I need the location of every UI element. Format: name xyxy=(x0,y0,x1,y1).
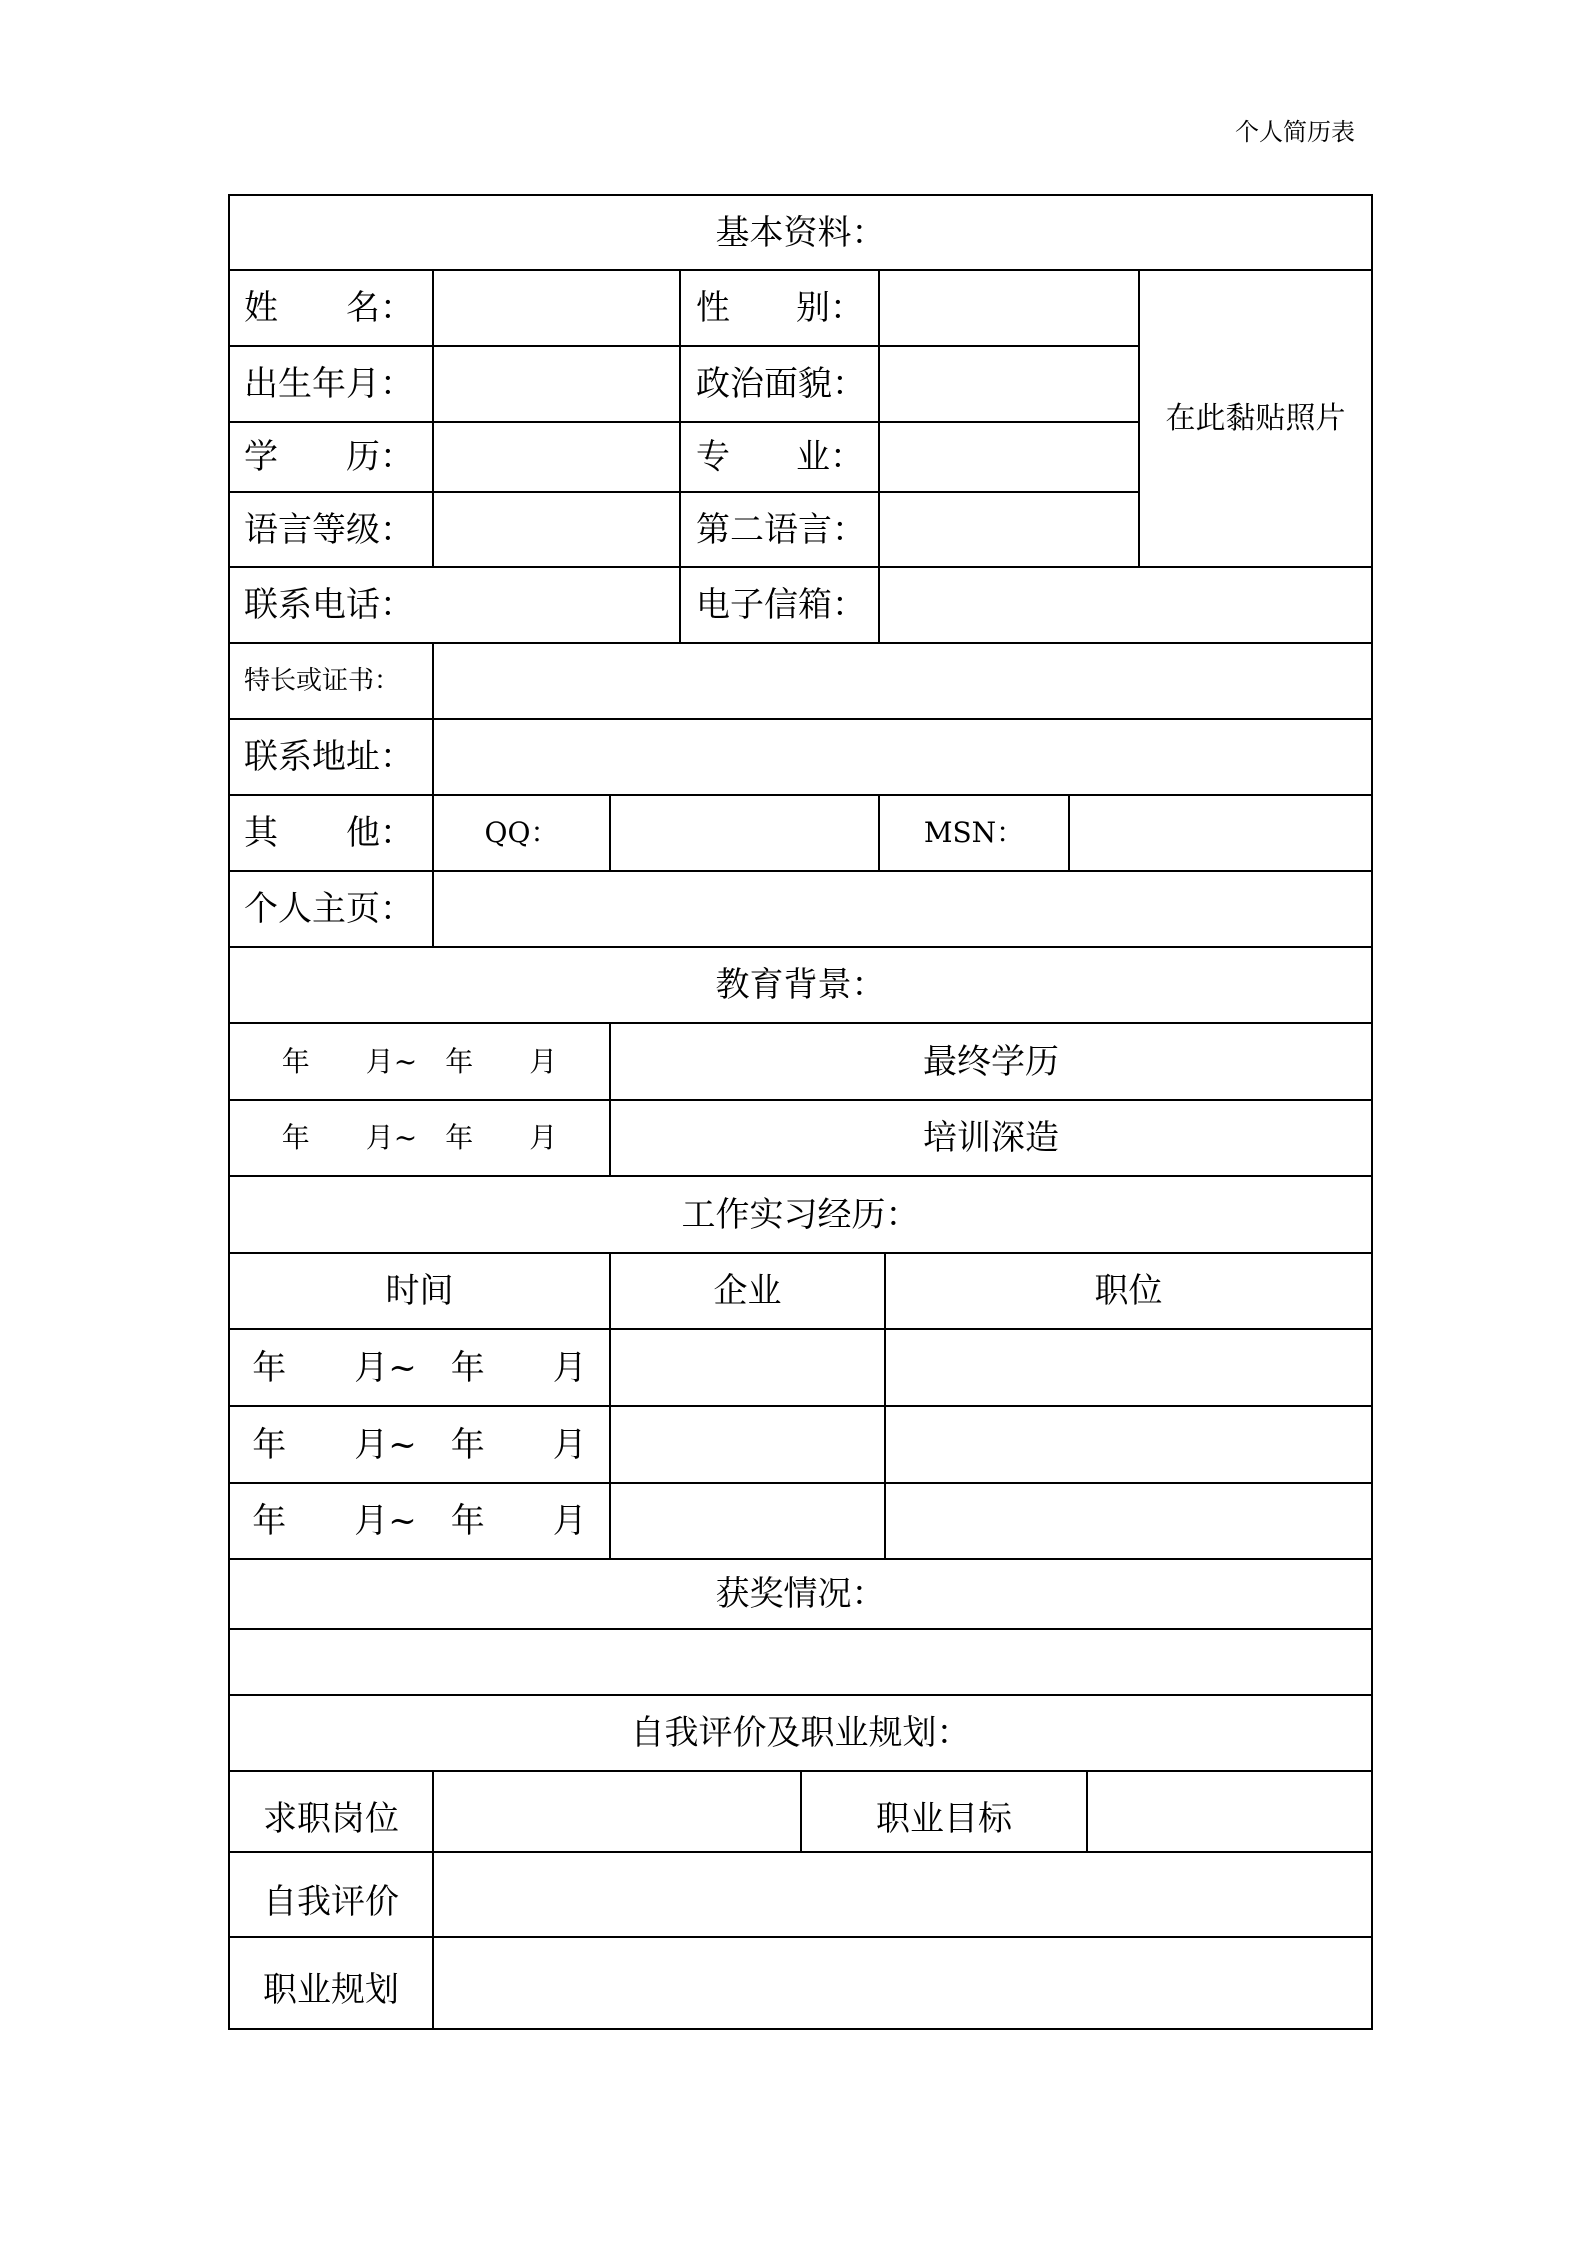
job-label: 求职岗位 xyxy=(263,1798,399,1839)
education-title: 教育背景： xyxy=(715,965,886,1005)
second-language-label: 第二语言： xyxy=(696,509,866,550)
work-date: 年 月~ 年 月 xyxy=(252,1424,587,1465)
msn-label: MSN： xyxy=(923,816,1025,849)
phone-label: 联系电话： xyxy=(244,585,414,625)
work-header-time: 时间 xyxy=(385,1271,454,1311)
column-divider xyxy=(432,642,434,946)
language-label: 语言等级： xyxy=(244,509,414,550)
column-divider xyxy=(1086,1770,1088,1851)
row-divider xyxy=(228,1628,1373,1630)
training-label: 培训深造 xyxy=(923,1118,1059,1158)
basic-info-title: 基本资料： xyxy=(715,212,886,253)
work-date: 年 月~ 年 月 xyxy=(252,1347,587,1388)
column-divider xyxy=(878,269,880,642)
evaluation-label: 自我评价 xyxy=(263,1881,399,1922)
work-header-company: 企业 xyxy=(713,1271,782,1311)
education-date: 年 月~ 年 月 xyxy=(281,1121,558,1154)
birth-label: 出生年月： xyxy=(244,364,414,404)
gender-label: 性 别： xyxy=(696,288,864,328)
political-label: 政治面貌： xyxy=(696,364,866,404)
column-divider xyxy=(609,794,611,870)
education-label: 学 历： xyxy=(244,437,414,477)
goal-label: 职业目标 xyxy=(876,1798,1012,1839)
column-divider xyxy=(432,269,434,566)
major-label: 专 业： xyxy=(696,437,864,477)
final-degree-label: 最终学历 xyxy=(923,1041,1059,1082)
column-divider xyxy=(679,269,681,642)
work-title: 工作实习经历： xyxy=(681,1194,920,1235)
work-date: 年 月~ 年 月 xyxy=(252,1501,587,1541)
homepage-label: 个人主页： xyxy=(244,889,414,929)
photo-placeholder: 在此黏贴照片 xyxy=(1165,400,1346,436)
address-label: 联系地址： xyxy=(244,737,414,777)
page-header: 个人简历表 xyxy=(1235,118,1355,146)
self-title: 自我评价及职业规划： xyxy=(630,1713,971,1753)
plan-label: 职业规划 xyxy=(263,1970,399,2010)
qq-label: QQ： xyxy=(484,816,559,849)
skills-label: 特长或证书： xyxy=(244,666,401,696)
awards-title: 获奖情况： xyxy=(715,1574,886,1614)
column-divider xyxy=(432,1770,434,2030)
email-label: 电子信箱： xyxy=(696,585,866,625)
education-date: 年 月~ 年 月 xyxy=(281,1044,558,1078)
column-divider xyxy=(1068,794,1070,870)
name-label: 姓 名： xyxy=(244,288,414,328)
other-label: 其 他： xyxy=(244,813,414,853)
work-header-position: 职位 xyxy=(1094,1271,1163,1311)
